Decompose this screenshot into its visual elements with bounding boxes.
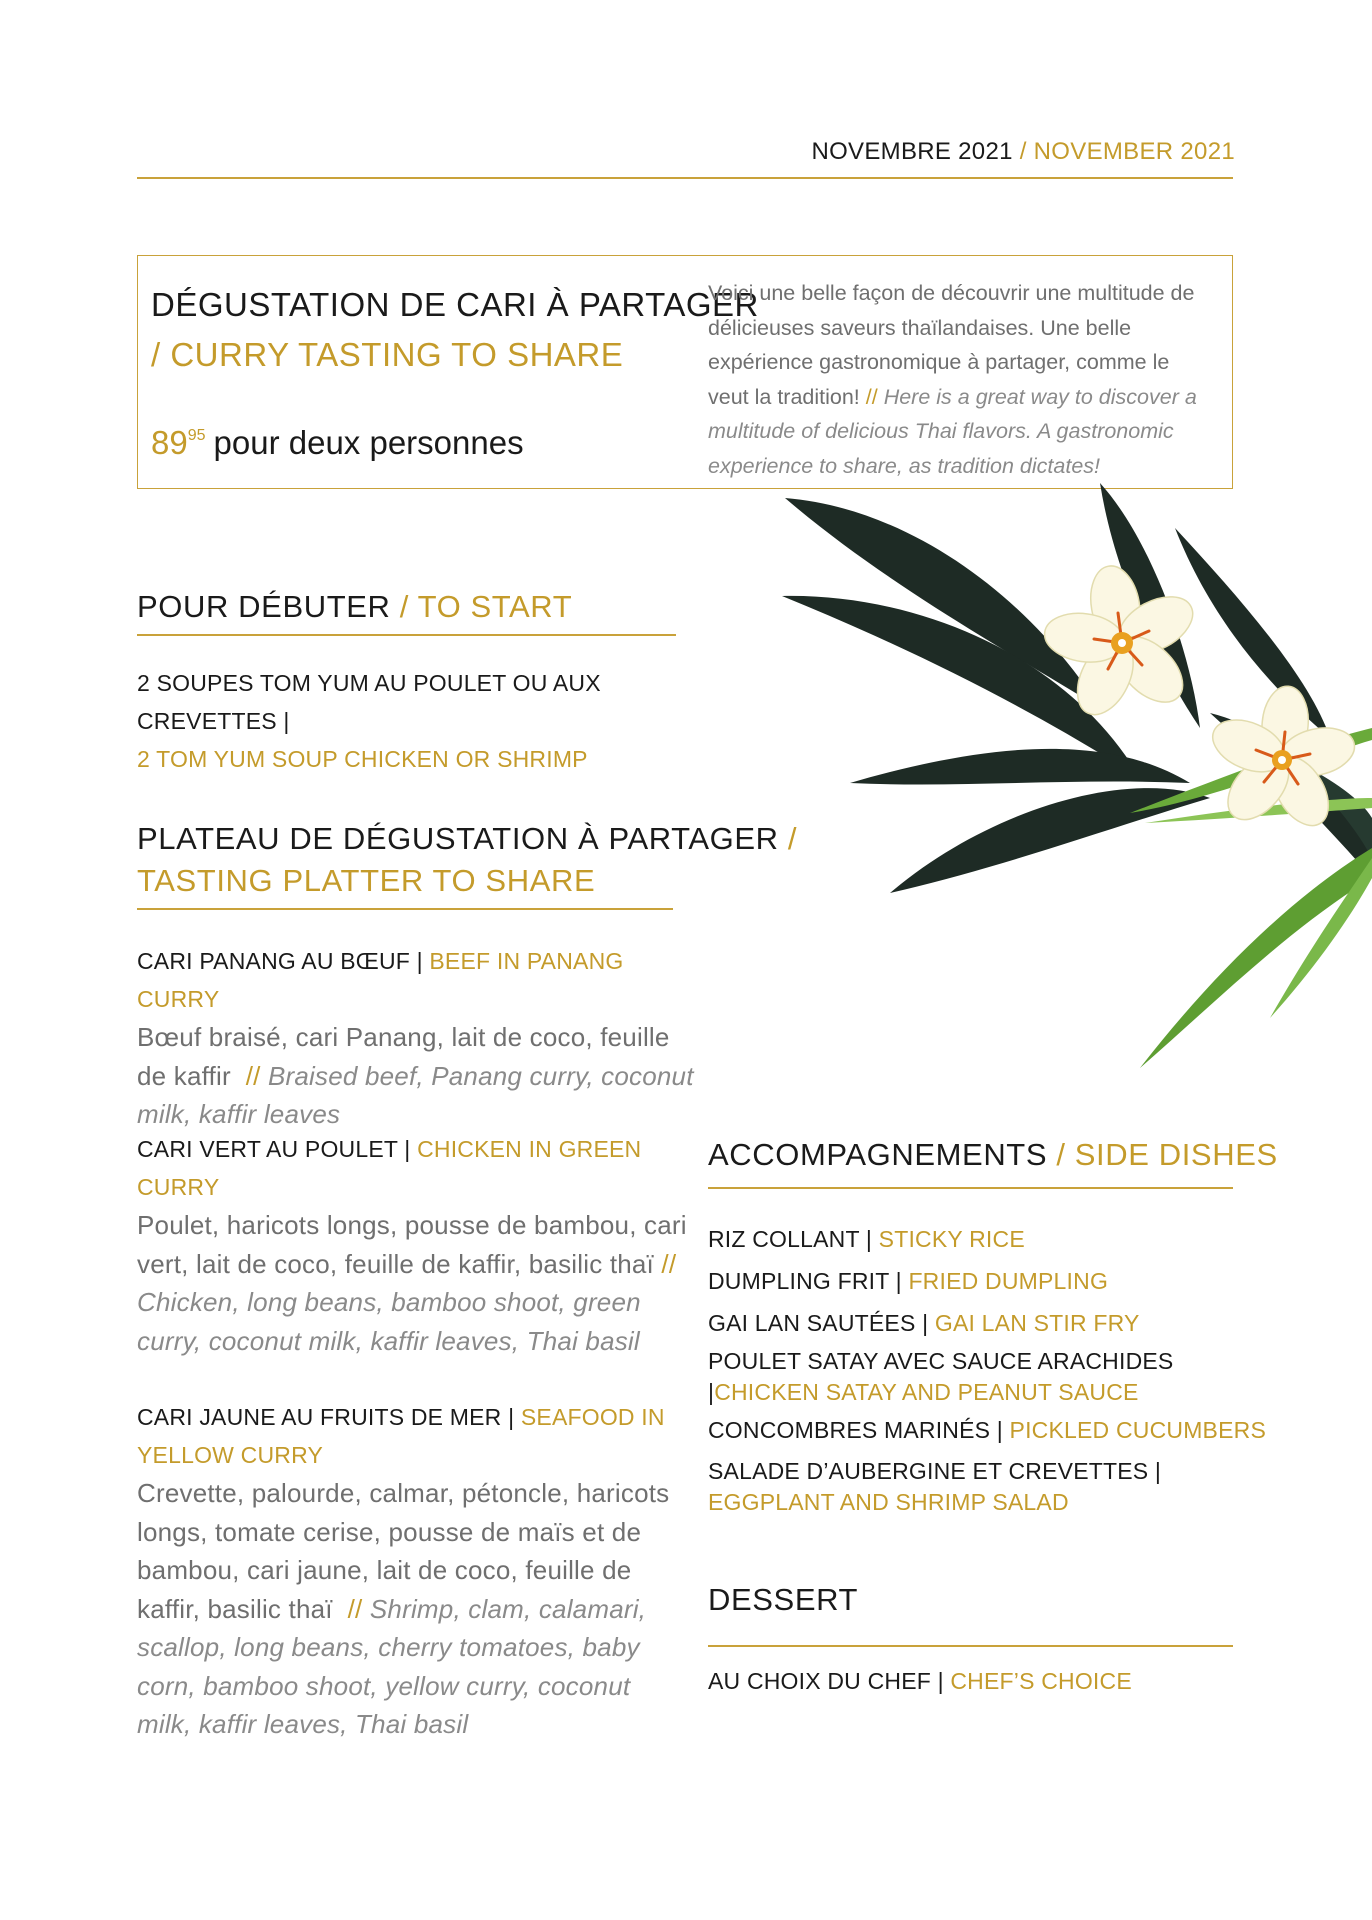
item-desc-en: Shrimp, clam, calamari, scallop, long beans, cherry tomatoes, baby corn, bamboo shoot, yellow curry, coconut milk, kaffir leaves, Thai basil bbox=[137, 1593, 647, 1739]
item-desc-en: Chicken, long beans, bamboo shoot, green curry, coconut milk, kaffir leaves, Thai basil bbox=[137, 1287, 641, 1356]
dessert-divider bbox=[708, 1645, 1233, 1647]
side-item bbox=[708, 1308, 1268, 1339]
item-title-en: CHICKEN IN GREEN CURRY bbox=[137, 1136, 642, 1200]
platter-heading-sep: / bbox=[787, 821, 798, 856]
date-fr: NOVEMBRE 2021 bbox=[811, 138, 1013, 165]
item-desc-en: Braised beef, Panang curry, coconut milk, kaffir leaves bbox=[137, 1060, 694, 1129]
price-main: 89 bbox=[151, 424, 188, 461]
item-title-fr: CARI VERT AU POULET | bbox=[137, 1136, 411, 1162]
side-fr: DUMPLING FRIT | bbox=[708, 1268, 902, 1294]
side-item bbox=[708, 1415, 1268, 1446]
platter-item-green-curry bbox=[137, 1130, 697, 1360]
tasting-title-en: / CURRY TASTING TO SHARE bbox=[151, 336, 624, 373]
item-desc-fr: Bœuf braisé, cari Panang, lait de coco, feuille de kaffir bbox=[137, 1022, 670, 1091]
start-heading bbox=[137, 589, 572, 625]
side-fr: GAI LAN SAUTÉES | bbox=[708, 1310, 929, 1336]
platter-item-yellow-curry bbox=[137, 1398, 677, 1744]
side-item bbox=[708, 1266, 1268, 1297]
date-separator: / bbox=[1019, 138, 1027, 165]
item-desc-fr: Crevette, palourde, calmar, pétoncle, haricots longs, tomate cerise, pousse de maïs et de bambou, cari jaune, lait de coco, feuille de kaffir, basilic thaï bbox=[137, 1478, 670, 1624]
tasting-box bbox=[137, 255, 1233, 489]
side-en: CHICKEN SATAY AND PEANUT SAUCE bbox=[714, 1379, 1139, 1405]
frangipani-illustration bbox=[770, 478, 1372, 1088]
side-en: GAI LAN STIR FRY bbox=[934, 1310, 1140, 1336]
side-fr: CONCOMBRES MARINÉS | bbox=[708, 1417, 1003, 1443]
dessert-en: CHEF’S CHOICE bbox=[950, 1668, 1132, 1694]
side-en: PICKLED CUCUMBERS bbox=[1009, 1417, 1266, 1443]
item-desc-sep: // bbox=[347, 1593, 363, 1624]
item-title-en: SEAFOOD IN YELLOW CURRY bbox=[137, 1404, 665, 1468]
side-fr: POULET SATAY AVEC SAUCE ARACHIDES | bbox=[708, 1348, 1174, 1405]
tasting-price bbox=[151, 424, 524, 462]
tasting-desc-en: Here is a great way to discover a multitude of delicious Thai flavors. A gastronomic experience to share, as tradition dictates! bbox=[708, 384, 1197, 478]
price-cents: 95 bbox=[187, 427, 206, 444]
dessert-heading: DESSERT bbox=[708, 1582, 859, 1617]
leaf-green-3 bbox=[1140, 848, 1372, 1068]
tasting-description bbox=[708, 276, 1208, 483]
start-item-fr: 2 SOUPES TOM YUM AU POULET OU AUX CREVETTES | bbox=[137, 670, 601, 734]
side-item bbox=[708, 1224, 1268, 1255]
tasting-title-fr: DÉGUSTATION DE CARI À PARTAGER bbox=[151, 286, 759, 323]
price-text: pour deux personnes bbox=[213, 424, 524, 461]
side-en: FRIED DUMPLING bbox=[908, 1268, 1109, 1294]
item-desc-sep: // bbox=[245, 1060, 261, 1091]
start-heading-en: / TO START bbox=[399, 589, 573, 624]
start-item bbox=[137, 664, 697, 778]
item-title-en: BEEF IN PANANG CURRY bbox=[137, 948, 624, 1012]
tasting-title bbox=[151, 280, 759, 380]
sides-divider bbox=[708, 1187, 1233, 1189]
platter-item-panang bbox=[137, 942, 697, 1134]
sides-heading-en: / SIDE DISHES bbox=[1056, 1137, 1278, 1172]
side-fr: RIZ COLLANT | bbox=[708, 1226, 873, 1252]
platter-heading-en: TASTING PLATTER TO SHARE bbox=[137, 863, 596, 898]
platter-heading bbox=[137, 818, 797, 902]
header-divider bbox=[137, 177, 1233, 179]
item-desc-sep: // bbox=[661, 1248, 677, 1279]
date-en: NOVEMBER 2021 bbox=[1033, 138, 1235, 165]
platter-heading-fr: PLATEAU DE DÉGUSTATION À PARTAGER bbox=[137, 821, 779, 856]
item-title-fr: CARI PANANG AU BŒUF | bbox=[137, 948, 423, 974]
dessert-fr: AU CHOIX DU CHEF | bbox=[708, 1668, 944, 1694]
item-desc-fr: Poulet, haricots longs, pousse de bambou, cari vert, lait de coco, feuille de kaffir, basilic thaï bbox=[137, 1210, 687, 1279]
start-divider bbox=[137, 634, 676, 636]
side-en: STICKY RICE bbox=[878, 1226, 1025, 1252]
side-fr: SALADE D’AUBERGINE ET CREVETTES | bbox=[708, 1458, 1162, 1484]
start-item-en: 2 TOM YUM SOUP CHICKEN OR SHRIMP bbox=[137, 746, 588, 772]
platter-divider bbox=[137, 908, 673, 910]
tasting-desc-sep: // bbox=[865, 384, 878, 409]
menu-date bbox=[811, 138, 1235, 166]
side-en: EGGPLANT AND SHRIMP SALAD bbox=[708, 1489, 1069, 1515]
sides-heading-fr: ACCOMPAGNEMENTS bbox=[708, 1137, 1048, 1172]
side-item bbox=[708, 1346, 1238, 1408]
side-item bbox=[708, 1456, 1268, 1518]
tasting-desc-fr: Voici une belle façon de découvrir une multitude de délicieuses saveurs thaïlandaises. Une belle expérience gastronomique à partager, comme le veut la tradition! bbox=[708, 281, 1195, 409]
start-heading-fr: POUR DÉBUTER bbox=[137, 589, 391, 624]
sides-heading bbox=[708, 1137, 1278, 1173]
dessert-item bbox=[708, 1666, 1268, 1697]
leaf-dark-5 bbox=[850, 749, 1190, 785]
item-title-fr: CARI JAUNE AU FRUITS DE MER | bbox=[137, 1404, 515, 1430]
